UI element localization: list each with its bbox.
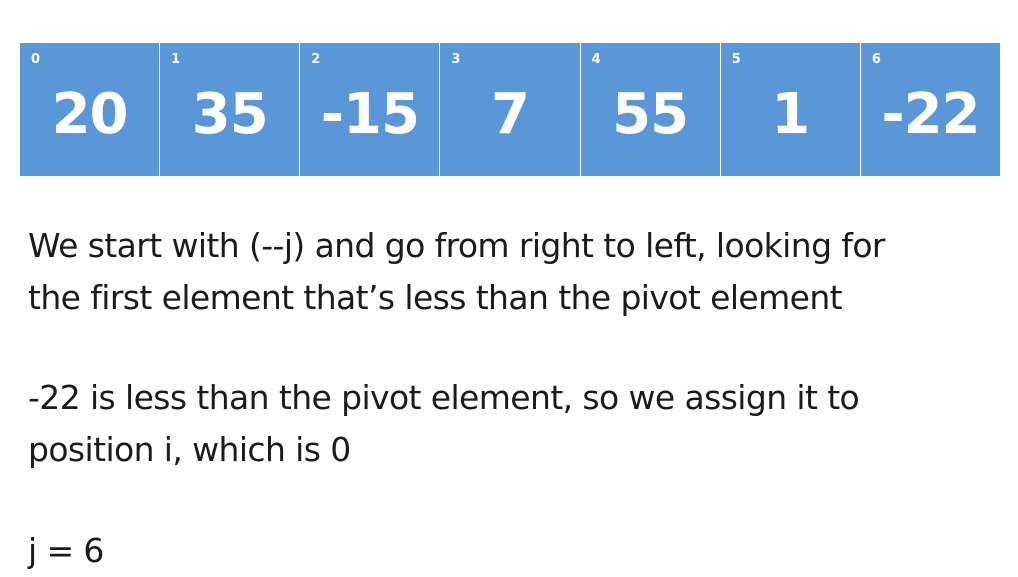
- explanation-paragraph: [28, 372, 988, 476]
- array-index: 0: [31, 52, 41, 67]
- array-cell: [861, 43, 1000, 176]
- array-index: 6: [871, 52, 881, 67]
- array-value: 55: [612, 82, 689, 147]
- explanation-line: -22 is less than the pivot element, so we assign it to: [28, 378, 860, 417]
- array-cell: [581, 43, 721, 176]
- array-index: 5: [731, 52, 741, 67]
- array-value: -22: [881, 82, 980, 147]
- explanation-line: position i, which is 0: [28, 430, 351, 469]
- explanation-paragraph: [28, 220, 988, 324]
- array-row: [20, 43, 1000, 176]
- explanation-line: We start with (--j) and go from right to left, looking for: [28, 226, 885, 265]
- array-cell: [300, 43, 440, 176]
- array-cell: [160, 43, 300, 176]
- explanation-line: the first element that’s less than the pivot element: [28, 278, 842, 317]
- array-index: 2: [311, 52, 321, 67]
- j-value: j = 6: [28, 531, 104, 570]
- array-value: 35: [191, 82, 268, 147]
- array-cell: [440, 43, 580, 176]
- array-index: 4: [591, 52, 601, 67]
- array-index: 1: [171, 52, 181, 67]
- array-value: 1: [771, 82, 810, 147]
- array-value: 20: [51, 82, 128, 147]
- array-value: -15: [320, 82, 419, 147]
- status-line: [28, 525, 988, 577]
- array-value: 7: [491, 82, 529, 147]
- array-cell: [20, 43, 160, 176]
- array-cell: [721, 43, 861, 176]
- array-index: 3: [451, 52, 461, 67]
